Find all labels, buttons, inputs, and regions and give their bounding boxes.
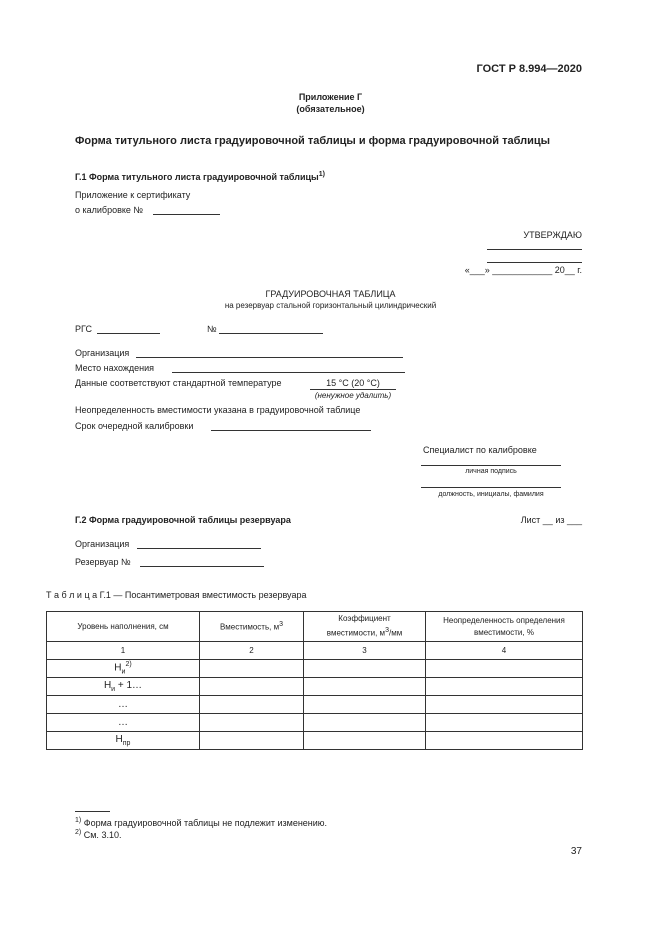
sheet-of: Лист __ из ___ xyxy=(520,515,582,525)
approve-line-1 xyxy=(487,249,582,250)
table-header-row xyxy=(47,612,583,642)
capacity-table xyxy=(46,611,583,750)
header-coefficient: Коэффициент вместимости, $м^3/мм$ xyxy=(304,612,426,642)
uncertainty-cell xyxy=(426,714,583,732)
certificate-number-line xyxy=(153,214,220,215)
header-uncertainty: Неопределенность определения вместимости, % xyxy=(426,612,583,642)
coefficient-cell xyxy=(304,696,426,714)
number-label: № xyxy=(207,324,217,334)
capacity-cell xyxy=(200,678,304,696)
coefficient-cell xyxy=(304,732,426,750)
g2-organization-line xyxy=(137,548,261,549)
document-id: ГОСТ Р 8.994—2020 xyxy=(476,63,582,75)
column-number: 3 xyxy=(304,642,426,660)
coefficient-cell xyxy=(304,714,426,732)
table-row xyxy=(47,732,583,750)
footnote-1: $^{1)}$ Форма градуировочной таблицы не подлежит изменению. xyxy=(75,817,328,828)
location-line xyxy=(172,372,405,373)
location-label: Место нахождения xyxy=(75,363,155,373)
appendix-subtitle: (обязательное) xyxy=(296,104,365,114)
grad-table-title: ГРАДУИРОВОЧНАЯ ТАБЛИЦА xyxy=(265,289,396,299)
footnote-separator xyxy=(75,811,110,812)
tank-number-line xyxy=(140,566,264,567)
uncertainty-cell xyxy=(426,678,583,696)
next-calibration-line xyxy=(211,430,371,431)
name-caption: должность, инициалы, фамилия xyxy=(438,491,544,498)
column-number: 4 xyxy=(426,642,583,660)
uncertainty-cell xyxy=(426,660,583,678)
attach-line-1: Приложение к сертификату xyxy=(75,190,191,200)
organization-label: Организация xyxy=(75,348,130,358)
capacity-cell xyxy=(200,714,304,732)
rgs-label: РГС xyxy=(75,324,92,334)
tank-number-label: Резервуар № xyxy=(75,557,131,567)
table-caption: Т а б л и ц а Г.1 — Посантиметровая вместимость резервуара xyxy=(46,590,307,600)
section-g1-heading: Г.1 Форма титульного листа градуировочной таблицы$^{1)}$ xyxy=(75,171,325,182)
grad-table-subtitle: на резервуар стальной горизонтальный цилиндрический xyxy=(224,301,437,310)
organization-line xyxy=(136,357,403,358)
approve-line-2 xyxy=(487,262,582,263)
signature-line xyxy=(421,465,561,466)
coefficient-cell xyxy=(304,678,426,696)
capacity-cell xyxy=(200,660,304,678)
temperature-value: 15 °С (20 °С) xyxy=(310,378,396,390)
table-row xyxy=(47,714,583,732)
table-row xyxy=(47,660,583,678)
table-row xyxy=(47,678,583,696)
uncertainty-text: Неопределенность вместимости указана в градуировочной таблице xyxy=(75,405,361,415)
main-heading: Форма титульного листа градуировочной таблицы и форма градуировочной таблицы xyxy=(75,135,551,147)
g2-organization-label: Организация xyxy=(75,539,130,549)
coefficient-cell xyxy=(304,660,426,678)
number-line xyxy=(219,333,323,334)
approve-label: УТВЕРЖДАЮ xyxy=(523,230,582,240)
next-calibration-label: Срок очередной калибровки xyxy=(75,421,194,431)
column-number: 2 xyxy=(200,642,304,660)
attach-line-2: о калибровке № xyxy=(75,205,144,215)
table-row xyxy=(47,696,583,714)
header-level: Уровень наполнения, см xyxy=(47,612,200,642)
level-cell: … xyxy=(47,696,200,714)
signature-caption: личная подпись xyxy=(465,468,517,475)
page-number: 37 xyxy=(570,846,582,857)
level-cell: $Н_и$ + 1… xyxy=(47,678,200,696)
level-cell: $Н_{пр}$ xyxy=(47,732,200,750)
header-capacity: Вместимость, $м^3$ xyxy=(200,612,304,642)
name-line xyxy=(421,487,561,488)
rgs-line xyxy=(97,333,160,334)
approve-date: «___» ____________ 20__ г. xyxy=(464,265,582,275)
specialist-label: Специалист по калибровке xyxy=(423,445,537,455)
capacity-cell xyxy=(200,696,304,714)
temperature-label: Данные соответствуют стандартной температуре xyxy=(75,378,282,388)
level-cell: … xyxy=(47,714,200,732)
column-number-row xyxy=(47,642,583,660)
uncertainty-cell xyxy=(426,696,583,714)
column-number: 1 xyxy=(47,642,200,660)
uncertainty-cell xyxy=(426,732,583,750)
appendix-title: Приложение Г xyxy=(298,92,363,102)
level-cell: $Н_и^{2)}$ xyxy=(47,660,200,678)
temperature-note: (ненужное удалить) xyxy=(314,391,392,400)
capacity-cell xyxy=(200,732,304,750)
footnote-2: $^{2)}$ См. 3.10. xyxy=(75,829,122,840)
section-g2-heading: Г.2 Форма градуировочной таблицы резервуара xyxy=(75,515,291,525)
